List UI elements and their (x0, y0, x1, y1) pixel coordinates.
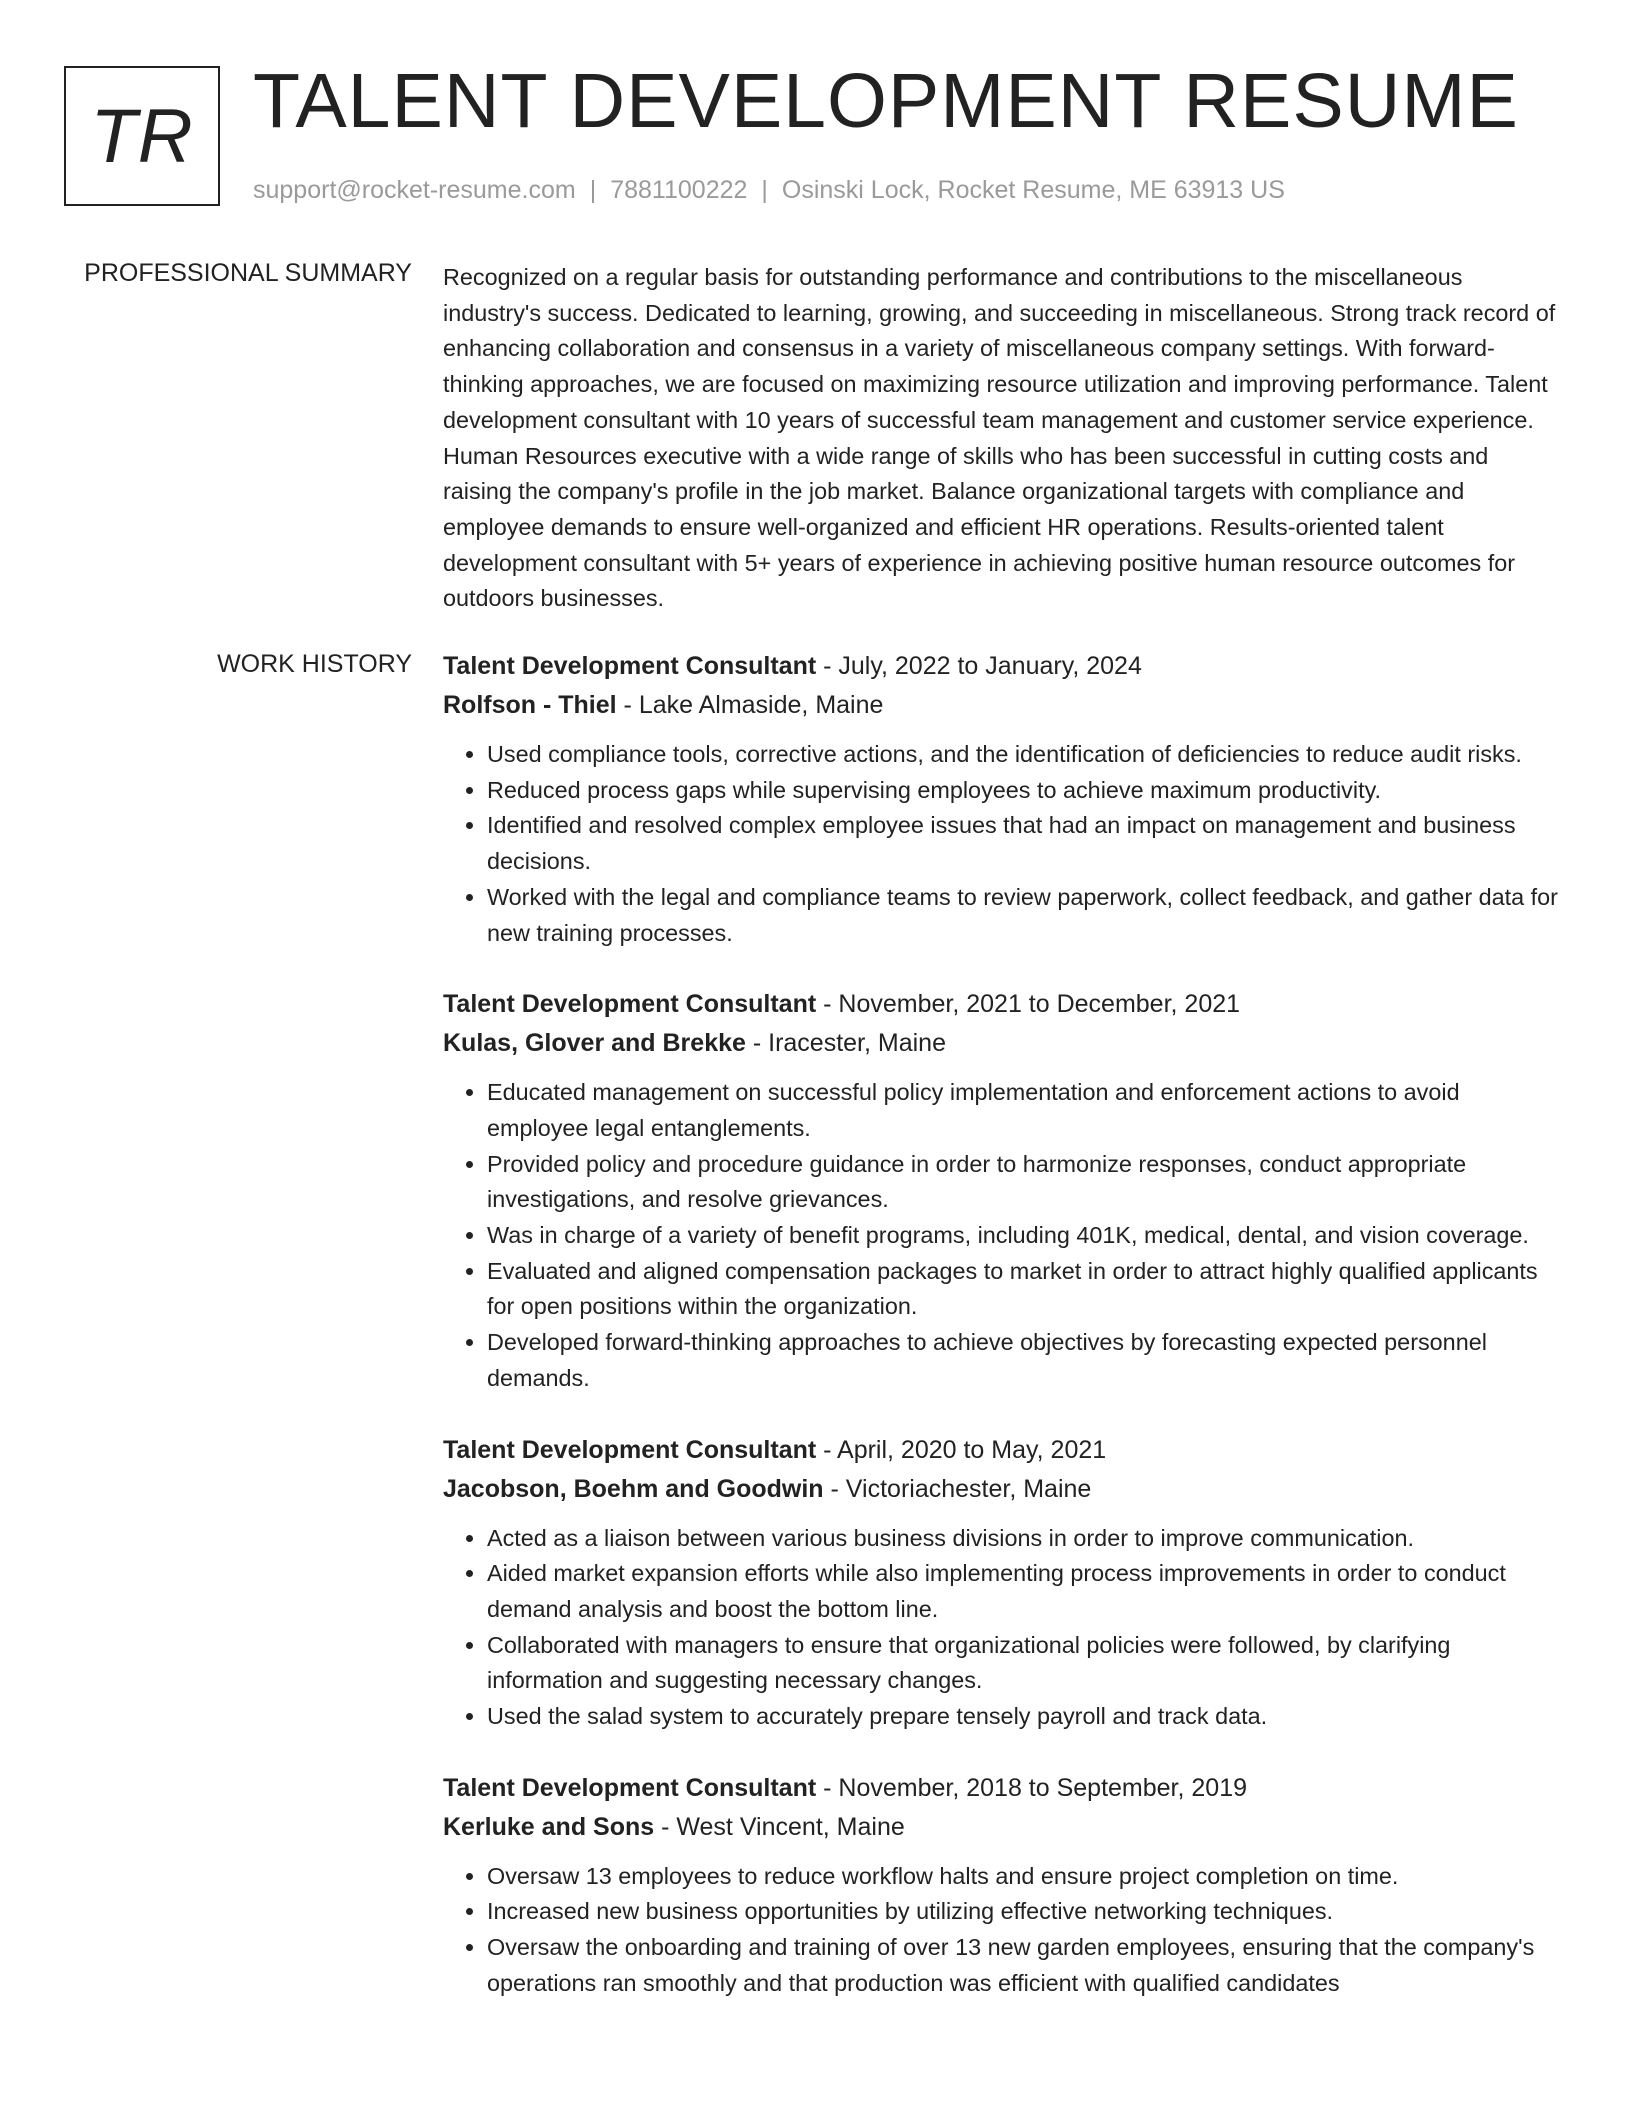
job-company-line (443, 1807, 1558, 1847)
job-bullet: • Worked with the legal and compliance teams to review paperwork, collect feedback, and gather data for new training processes. (487, 880, 1558, 951)
job-bullet: • Identified and resolved complex employee issues that had an impact on management and business decisions. (487, 808, 1558, 879)
job-bullets (443, 1075, 1558, 1396)
job-bullet: • Oversaw 13 employees to reduce workflow halts and ensure project completion on time. (487, 1859, 1558, 1895)
contact-separator: | (761, 176, 768, 204)
job-bullets (443, 737, 1558, 951)
job-dates: - July, 2022 to January, 2024 (816, 652, 1142, 680)
job-bullet: • Was in charge of a variety of benefit programs, including 401K, medical, dental, and vision coverage. (487, 1218, 1558, 1254)
job-bullet: • Collaborated with managers to ensure that organizational policies were followed, by clarifying information and suggesting necessary changes. (487, 1628, 1558, 1699)
contact-email: support@rocket-resume.com (253, 176, 576, 204)
contact-phone: 7881100222 (610, 176, 748, 204)
contact-address: Osinski Lock, Rocket Resume, ME 63913 US (781, 176, 1285, 204)
job-company-line (443, 685, 1558, 725)
job-company: Kulas, Glover and Brekke (443, 1029, 746, 1058)
job-bullet: • Educated management on successful policy implementation and enforcement actions to avoid employee legal entanglements. (487, 1075, 1558, 1146)
monogram-logo: TR (64, 66, 220, 206)
job-bullet: • Evaluated and aligned compensation packages to market in order to attract highly qualified applicants for open positions within the organization. (487, 1254, 1558, 1325)
job-dates: - April, 2020 to May, 2021 (816, 1435, 1107, 1464)
work-history-section-label: WORK HISTORY (217, 650, 412, 678)
job-location: - Victoriachester, Maine (823, 1474, 1092, 1503)
job-location: - Iracester, Maine (745, 1029, 946, 1058)
job-bullet: • Increased new business opportunities by utilizing effective networking techniques. (487, 1894, 1558, 1930)
job-bullet: • Used compliance tools, corrective actions, and the identification of deficiencies to reduce audit risks. (487, 737, 1558, 773)
job-title-line (443, 985, 1558, 1023)
resume-title: TALENT DEVELOPMENT RESUME (253, 58, 1519, 144)
job-company-line (443, 1469, 1558, 1509)
job-company-line (443, 1023, 1558, 1063)
job-title: Talent Development Consultant (443, 990, 817, 1019)
job-entry (443, 985, 1558, 1396)
job-title-line (443, 1769, 1558, 1807)
job-dates: - November, 2021 to December, 2021 (816, 990, 1241, 1019)
contact-separator: | (589, 176, 597, 204)
job-title: Talent Development Consultant (443, 1773, 817, 1802)
job-entry (443, 1431, 1558, 1735)
job-bullet: • Provided policy and procedure guidance in order to harmonize responses, conduct appropriate investigations, and resolve grievances. (487, 1147, 1558, 1218)
job-bullet: • Oversaw the onboarding and training of over 13 new garden employees, ensuring that the company's operations ran smoothly and that production was efficient with qualified candidates (487, 1930, 1558, 2001)
job-title-line (443, 647, 1558, 685)
job-title-line (443, 1431, 1558, 1469)
job-bullet: • Used the salad system to accurately prepare tensely payroll and track data. (487, 1699, 1558, 1735)
job-title: Talent Development Consultant (443, 652, 817, 680)
job-title: Talent Development Consultant (443, 1435, 817, 1464)
job-entry (443, 1769, 1558, 2002)
job-dates: - November, 2018 to September, 2019 (816, 1773, 1248, 1802)
job-company: Jacobson, Boehm and Goodwin (443, 1474, 824, 1503)
job-location: - Lake Almaside, Maine (616, 691, 884, 719)
job-bullet: • Aided market expansion efforts while also implementing process improvements in order to conduct demand analysis and boost the bottom line. (487, 1556, 1558, 1627)
job-bullet: • Reduced process gaps while supervising employees to achieve maximum productivity. (487, 773, 1558, 809)
summary-section-label: PROFESSIONAL SUMMARY (84, 259, 412, 287)
job-company: Kerluke and Sons (443, 1812, 655, 1841)
job-bullet: • Acted as a liaison between various business divisions in order to improve communication. (487, 1521, 1558, 1557)
contact-line (253, 174, 1285, 206)
job-bullets (443, 1859, 1558, 2002)
job-entry (443, 647, 1558, 951)
job-location: - West Vincent, Maine (654, 1812, 905, 1841)
job-bullets (443, 1521, 1558, 1735)
work-history-list (443, 647, 1558, 2036)
summary-text: Recognized on a regular basis for outstanding performance and contributions to the miscellaneous industry's success. Dedicated to learning, growing, and succeeding in miscellaneous. Strong track record of enhancing collaboration and consensus in a variety of miscellaneous company settings. With forward-thinking approaches, we are focused on maximizing resource utilization and improving performance. Talent development consultant with 10 years of successful team management and customer service experience. Human Resources executive with a wide range of skills who has been successful in cutting costs and raising the company's profile in the job market. Balance organizational targets with compliance and employee demands to ensure well-organized and efficient HR operations. Results-oriented talent development consultant with 5+ years of experience in achieving positive human resource outcomes for outdoors businesses. (443, 264, 1556, 612)
job-company: Rolfson - Thiel (443, 691, 617, 719)
job-bullet: • Developed forward-thinking approaches to achieve objectives by forecasting expected personnel demands. (487, 1325, 1558, 1396)
